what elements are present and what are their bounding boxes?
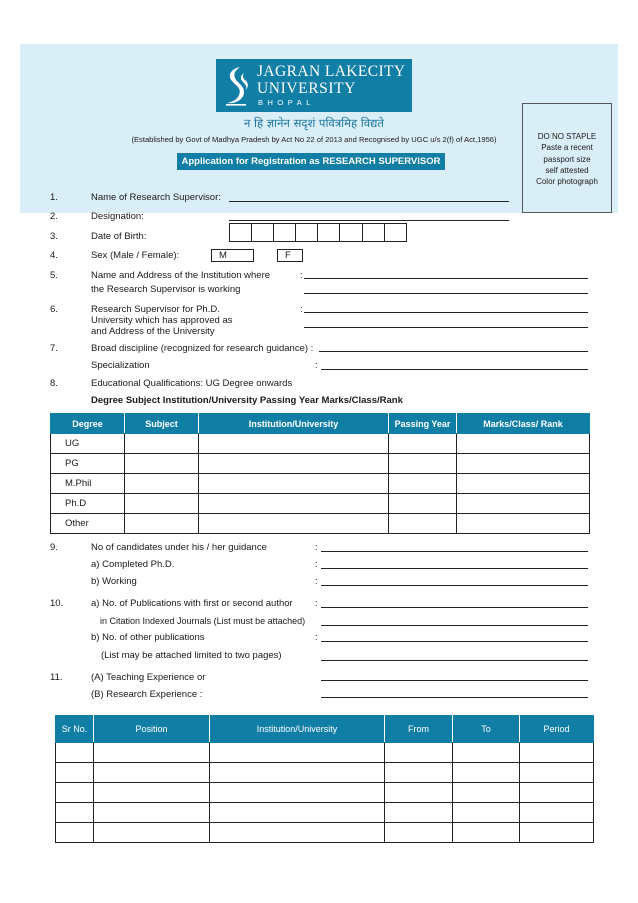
qualification-subheading: Degree Subject Institution/University Passing Year Marks/Class/Rank: [91, 395, 403, 406]
field-6-label-b: University which has approved as: [91, 315, 233, 326]
dob-digit-box[interactable]: [251, 223, 274, 242]
field-3-number: 3.: [50, 231, 58, 242]
research-experience-line[interactable]: [321, 697, 588, 698]
col-sr-no: Sr No.: [56, 716, 94, 743]
photo-line-2: Paste a recent: [541, 143, 593, 153]
table-cell[interactable]: [94, 743, 210, 763]
col-marks: Marks/Class/ Rank: [457, 414, 590, 434]
table-cell[interactable]: [385, 763, 453, 783]
col-position: Position: [94, 716, 210, 743]
table-cell[interactable]: [210, 783, 385, 803]
table-cell[interactable]: [210, 743, 385, 763]
candidates-line[interactable]: [321, 551, 588, 552]
table-row: [56, 823, 594, 843]
sex-male-box[interactable]: M: [211, 249, 254, 262]
dob-digit-box[interactable]: [384, 223, 407, 242]
dob-digit-box[interactable]: [273, 223, 296, 242]
field-9-colon: :: [315, 542, 318, 553]
field-7-number: 7.: [50, 343, 58, 354]
table-cell[interactable]: [453, 743, 520, 763]
teaching-experience-label: (A) Teaching Experience or: [91, 672, 206, 683]
publications-colon: :: [315, 598, 318, 609]
col-period: Period: [520, 716, 594, 743]
motto: न हि ज्ञानेन सदृशं पवित्रमिह विद्यते: [244, 116, 384, 130]
degree-cell: M.Phil: [51, 474, 125, 494]
year-cell[interactable]: [389, 454, 457, 474]
photo-line-3: passport size: [543, 154, 591, 164]
designation-input-line[interactable]: [229, 220, 509, 221]
other-publications-note: (List may be attached limited to two pages): [101, 650, 282, 661]
form-title: Application for Registration as RESEARCH SUPERVISOR: [177, 153, 445, 170]
table-cell[interactable]: [210, 763, 385, 783]
table-cell[interactable]: [56, 823, 94, 843]
completed-phd-colon: :: [315, 559, 318, 570]
teaching-experience-line[interactable]: [321, 680, 588, 681]
table-row: [51, 474, 590, 494]
specialization-line[interactable]: [321, 369, 588, 370]
field-6-number: 6.: [50, 304, 58, 315]
table-cell[interactable]: [210, 823, 385, 843]
publications-line[interactable]: [321, 607, 588, 608]
other-publications-line[interactable]: [321, 641, 588, 642]
table-cell[interactable]: [385, 783, 453, 803]
table-cell[interactable]: [94, 823, 210, 843]
col-to: To: [453, 716, 520, 743]
marks-cell[interactable]: [457, 494, 590, 514]
photo-line-1: DO NO STAPLE: [537, 132, 597, 141]
publications-list-line[interactable]: [321, 660, 588, 661]
dob-digit-box[interactable]: [229, 223, 252, 242]
broad-discipline-line[interactable]: [319, 351, 588, 352]
field-5-number: 5.: [50, 270, 58, 281]
table-cell[interactable]: [94, 783, 210, 803]
field-1-label: Name of Research Supervisor:: [91, 192, 221, 203]
degree-cell: Ph.D: [51, 494, 125, 514]
university-logo: [216, 59, 412, 112]
institution-cell[interactable]: [199, 434, 389, 454]
research-experience-label: (B) Research Experience :: [91, 689, 203, 700]
marks-cell[interactable]: [457, 514, 590, 534]
logo-line-1: JAGRAN LAKECITY: [257, 63, 406, 80]
table-cell[interactable]: [453, 803, 520, 823]
logo-line-3: BHOPAL: [258, 98, 315, 107]
specialization-colon: :: [315, 360, 318, 371]
table-cell[interactable]: [453, 823, 520, 843]
specialization-label: Specialization: [91, 360, 150, 371]
table-cell[interactable]: [210, 803, 385, 823]
table-cell[interactable]: [385, 743, 453, 763]
institution-cell[interactable]: [199, 514, 389, 534]
field-9-label: No of candidates under his / her guidance: [91, 542, 267, 553]
year-cell[interactable]: [389, 434, 457, 454]
year-cell[interactable]: [389, 514, 457, 534]
institution-cell[interactable]: [199, 494, 389, 514]
table-cell[interactable]: [56, 783, 94, 803]
field-9-number: 9.: [50, 542, 58, 553]
table-cell[interactable]: [520, 783, 594, 803]
table-row: [56, 783, 594, 803]
field-6-label-c: and Address of the University: [91, 326, 215, 337]
institution-input-line-1[interactable]: [304, 278, 588, 279]
field-8-label: Educational Qualifications: UG Degree onwards: [91, 378, 293, 389]
subject-cell[interactable]: [125, 514, 199, 534]
completed-phd-label: a) Completed Ph.D.: [91, 559, 175, 570]
marks-cell[interactable]: [457, 454, 590, 474]
name-input-line[interactable]: [229, 201, 509, 202]
sex-female-box[interactable]: F: [277, 249, 303, 262]
field-2-label: Designation:: [91, 211, 144, 222]
subject-cell[interactable]: [125, 474, 199, 494]
photo-box: [522, 103, 612, 213]
dob-digit-box[interactable]: [295, 223, 318, 242]
degree-cell: Other: [51, 514, 125, 534]
field-7-label: Broad discipline (recognized for research guidance) :: [91, 343, 314, 354]
field-3-label: Date of Birth:: [91, 231, 147, 242]
field-1-number: 1.: [50, 192, 58, 203]
table-cell[interactable]: [94, 763, 210, 783]
field-5-label-b: the Research Supervisor is working: [91, 284, 241, 295]
col-subject: Subject: [125, 414, 199, 434]
field-11-number: 11.: [50, 672, 63, 683]
table-cell[interactable]: [453, 763, 520, 783]
marks-cell[interactable]: [457, 434, 590, 454]
table-cell[interactable]: [520, 823, 594, 843]
institution-input-line-2[interactable]: [304, 293, 588, 294]
marks-cell[interactable]: [457, 474, 590, 494]
col-institution: Institution/University: [210, 716, 385, 743]
field-2-number: 2.: [50, 211, 58, 222]
table-cell[interactable]: [385, 803, 453, 823]
institution-cell[interactable]: [199, 474, 389, 494]
photo-line-5: Color photograph: [536, 177, 598, 187]
table-cell[interactable]: [520, 803, 594, 823]
publications-note: in Citation Indexed Journals (List must be attached): [100, 616, 306, 626]
table-cell[interactable]: [94, 803, 210, 823]
table-row: [51, 514, 590, 534]
dob-digit-box[interactable]: [339, 223, 362, 242]
field-8-number: 8.: [50, 378, 58, 389]
table-cell[interactable]: [56, 743, 94, 763]
table-row: [56, 763, 594, 783]
citation-journals-line[interactable]: [321, 625, 588, 626]
table-row: [56, 803, 594, 823]
table-cell[interactable]: [56, 803, 94, 823]
table-row: [51, 494, 590, 514]
col-from: From: [385, 716, 453, 743]
col-passing-year: Passing Year: [389, 414, 457, 434]
subject-cell[interactable]: [125, 454, 199, 474]
table-cell[interactable]: [385, 823, 453, 843]
established-note: (Established by Govt of Madhya Pradesh by Act No 22 of 2013 and Recognised by UGC u/s 2(f) of Act,1956): [131, 135, 497, 144]
logo-emblem-icon: [222, 64, 250, 107]
working-colon: :: [315, 576, 318, 587]
dob-digit-box[interactable]: [362, 223, 385, 242]
degree-cell: PG: [51, 454, 125, 474]
working-label: b) Working: [91, 576, 137, 587]
field-4-label: Sex (Male / Female):: [91, 250, 180, 261]
approving-university-line-2[interactable]: [304, 327, 588, 328]
other-publications-colon: :: [315, 632, 318, 643]
field-6-colon: :: [300, 304, 303, 315]
subject-cell[interactable]: [125, 494, 199, 514]
date-of-birth-boxes[interactable]: [229, 223, 406, 242]
table-cell[interactable]: [520, 763, 594, 783]
publications-label: a) No. of Publications with first or second author: [91, 598, 293, 609]
logo-line-2: UNIVERSITY: [257, 80, 356, 97]
field-6-label-a: Research Supervisor for Ph.D.: [91, 304, 220, 315]
field-4-number: 4.: [50, 250, 58, 261]
field-5-colon: :: [300, 270, 303, 281]
qualification-table: [50, 413, 590, 534]
col-degree: Degree: [51, 414, 125, 434]
photo-line-4: self attested: [545, 165, 589, 175]
working-line[interactable]: [321, 585, 588, 586]
approving-university-line-1[interactable]: [304, 312, 588, 313]
subject-cell[interactable]: [125, 434, 199, 454]
table-row: [56, 743, 594, 763]
table-row: [51, 454, 590, 474]
year-cell[interactable]: [389, 494, 457, 514]
table-cell[interactable]: [520, 743, 594, 763]
degree-cell: UG: [51, 434, 125, 454]
experience-table: [55, 715, 594, 843]
other-publications-label: b) No. of other publications: [91, 632, 205, 643]
dob-digit-box[interactable]: [317, 223, 340, 242]
institution-cell[interactable]: [199, 454, 389, 474]
field-10-number: 10.: [50, 598, 64, 609]
table-row: [51, 434, 590, 454]
completed-phd-line[interactable]: [321, 568, 588, 569]
table-cell[interactable]: [56, 763, 94, 783]
col-institution: Institution/University: [199, 414, 389, 434]
year-cell[interactable]: [389, 474, 457, 494]
table-cell[interactable]: [453, 783, 520, 803]
field-5-label-a: Name and Address of the Institution where: [91, 270, 271, 281]
